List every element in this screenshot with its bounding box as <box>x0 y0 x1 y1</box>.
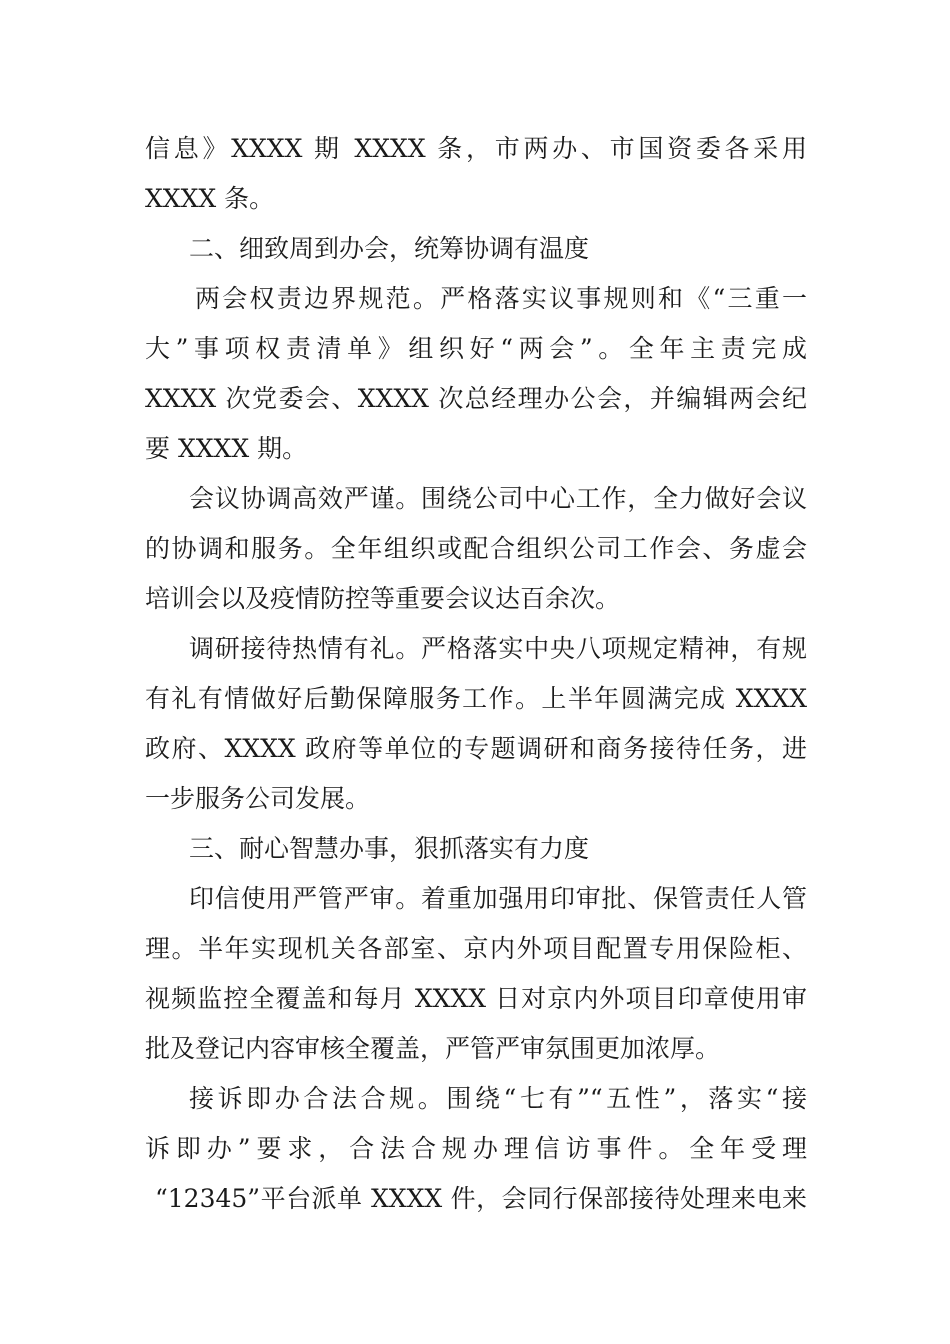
text-line: 大”事项权责清单》组织好“两会”。全年主责完成 <box>145 334 807 363</box>
text-line: “12345”平台派单 XXXX 件，会同行保部接待处理来电来 <box>155 1184 807 1213</box>
paragraph-first-line: 调研接待热情有礼。严格落实中央八项规定精神，有规 <box>189 634 807 663</box>
text-line: 有礼有情做好后勤保障服务工作。上半年圆满完成 XXXX <box>145 684 807 713</box>
text-line: 培训会以及疫情防控等重要会议达百余次。 <box>145 584 621 613</box>
section-heading: 二、细致周到办会，统筹协调有温度 <box>189 234 590 263</box>
paragraph-first-line: 两会权责边界规范。严格落实议事规则和《“三重一 <box>195 284 807 313</box>
text-line: 视频监控全覆盖和每月 XXXX 日对京内外项目印章使用审 <box>145 984 807 1013</box>
paragraph-first-line: 印信使用严管严审。着重加强用印审批、保管责任人管 <box>189 884 807 913</box>
text-line: XXXX 次党委会、XXXX 次总经理办公会，并编辑两会纪 <box>145 384 807 413</box>
text-line: 理。半年实现机关各部室、京内外项目配置专用保险柜、 <box>145 934 807 963</box>
text-line: 信息》XXXX 期 XXXX 条，市两办、市国资委各采用 <box>145 134 807 163</box>
document-body <box>145 124 807 1224</box>
text-line: 政府、XXXX 政府等单位的专题调研和商务接待任务，进 <box>145 734 807 763</box>
text-line: 批及登记内容审核全覆盖，严管严审氛围更加浓厚。 <box>145 1034 721 1063</box>
text-line: 一步服务公司发展。 <box>145 784 371 813</box>
text-line: 的协调和服务。全年组织或配合组织公司工作会、务虚会 <box>145 534 807 563</box>
text-line: 诉即办”要求，合法合规办理信访事件。全年受理 <box>145 1134 807 1163</box>
text-line: XXXX 条。 <box>145 184 275 213</box>
text-line: 要 XXXX 期。 <box>145 434 308 463</box>
paragraph-first-line: 会议协调高效严谨。围绕公司中心工作，全力做好会议 <box>189 484 807 513</box>
section-heading: 三、耐心智慧办事，狠抓落实有力度 <box>189 834 590 863</box>
paragraph-first-line: 接诉即办合法合规。围绕“七有”“五性”，落实“接 <box>189 1084 807 1113</box>
